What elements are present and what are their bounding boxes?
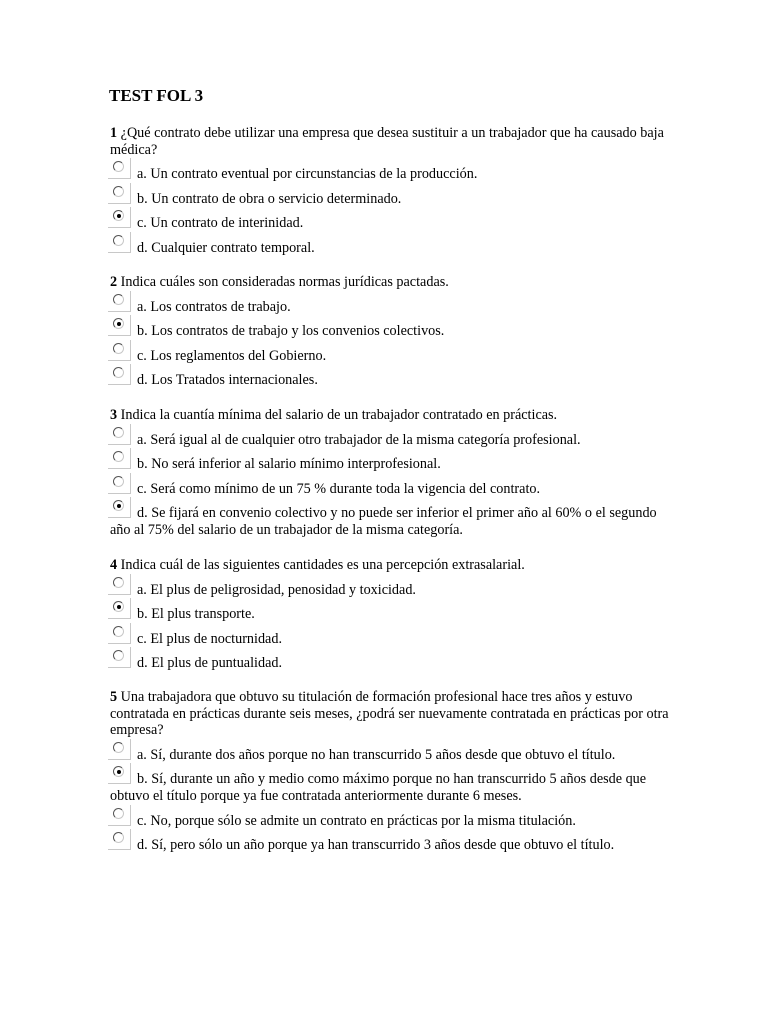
option-label: c. Un contrato de interinidad. [137,215,304,232]
question-number: 1 [110,125,118,141]
question-stem [110,407,670,424]
option-label: c. Será como mínimo de un 75 % durante toda la vigencia del contrato. [137,480,541,497]
question-number: 2 [110,274,118,290]
radio-cell[interactable] [108,158,131,179]
option-label: c. Los reglamentos del Gobierno. [137,347,327,364]
option-b[interactable] [110,606,670,623]
radio-button[interactable] [113,186,124,197]
radio-cell[interactable] [108,598,131,619]
question-1 [110,125,670,257]
question-stem [110,274,670,291]
question-text: Indica cuál de las siguientes cantidades es una percepción extrasalarial. [120,557,525,573]
radio-button[interactable] [113,577,124,588]
option-a[interactable] [110,299,670,316]
question-stem [110,689,670,739]
option-label: b. Sí, durante un año y medio como máximo porque no han transcurrido 5 años desde que obtuvo el título porque ya fue contratada anteriormente durante 6 meses. [110,771,647,804]
option-label: d. Sí, pero sólo un año porque ya han transcurrido 3 años desde que obtuvo el título. [137,837,615,854]
radio-button-selected[interactable] [113,500,124,511]
option-label: d. Los Tratados internacionales. [137,372,318,389]
option-c[interactable] [110,631,670,648]
option-label: c. No, porque sólo se admite un contrato en prácticas por la misma titulación. [137,812,576,829]
radio-cell[interactable] [108,340,131,361]
radio-button[interactable] [113,451,124,462]
radio-cell[interactable] [108,364,131,385]
option-b[interactable] [110,456,670,473]
question-text: Una trabajadora que obtuvo su titulación de formación profesional hace tres años y estuvo contratada en prácticas durante seis meses, ¿podrá ser nuevamente contratada en prácticas por otra empresa? [110,689,669,739]
radio-button[interactable] [113,742,124,753]
radio-cell[interactable] [108,448,131,469]
radio-button[interactable] [113,808,124,819]
question-2 [110,274,670,389]
option-c[interactable] [110,813,670,830]
question-text: Indica cuáles son consideradas normas jurídicas pactadas. [120,274,449,290]
radio-button[interactable] [113,476,124,487]
radio-button[interactable] [113,294,124,305]
page-title: TEST FOL 3 [109,86,204,105]
option-d[interactable] [110,655,670,672]
radio-cell[interactable] [108,473,131,494]
option-c[interactable] [110,348,670,365]
question-5 [110,689,670,854]
option-b[interactable] [110,191,670,208]
option-d[interactable] [110,372,670,389]
radio-cell[interactable] [108,232,131,253]
option-label: d. Se fijará en convenio colectivo y no puede ser inferior el primer año al 60% o el segundo año al 75% del salario de un trabajador de la misma categoría. [110,505,657,538]
radio-cell[interactable] [108,623,131,644]
option-label: d. Cualquier contrato temporal. [137,239,315,256]
radio-button-selected[interactable] [113,318,124,329]
question-number: 3 [110,407,118,423]
option-label: d. El plus de puntualidad. [137,655,283,672]
option-label: a. Sí, durante dos años porque no han transcurrido 5 años desde que obtuvo el título. [137,746,616,763]
option-label: b. No será inferior al salario mínimo interprofesional. [137,456,441,473]
option-d[interactable] [110,240,670,257]
option-a[interactable] [110,166,670,183]
option-label: b. Los contratos de trabajo y los convenios colectivos. [137,323,445,340]
radio-button[interactable] [113,161,124,172]
radio-button[interactable] [113,427,124,438]
question-text: Indica la cuantía mínima del salario de un trabajador contratado en prácticas. [120,407,558,423]
radio-cell[interactable] [108,574,131,595]
question-number: 4 [110,557,118,573]
radio-button-selected[interactable] [113,601,124,612]
radio-cell[interactable] [108,647,131,668]
option-label: a. El plus de peligrosidad, penosidad y toxicidad. [137,581,416,598]
option-label: b. Un contrato de obra o servicio determinado. [137,190,402,207]
radio-cell[interactable] [108,829,131,850]
radio-cell[interactable] [108,739,131,760]
option-b[interactable] [110,323,670,340]
option-a[interactable] [110,582,670,599]
question-stem [110,557,670,574]
radio-button-selected[interactable] [113,210,124,221]
question-stem [110,125,670,158]
radio-button[interactable] [113,343,124,354]
option-label: c. El plus de nocturnidad. [137,630,282,647]
option-label: a. Un contrato eventual por circunstancias de la producción. [137,166,478,183]
radio-cell[interactable] [108,763,131,784]
radio-cell[interactable] [108,424,131,445]
option-b[interactable] [110,771,670,804]
radio-button[interactable] [113,367,124,378]
radio-cell[interactable] [108,497,131,518]
radio-button[interactable] [113,235,124,246]
option-d[interactable] [110,505,670,538]
question-number: 5 [110,689,118,705]
radio-cell[interactable] [108,207,131,228]
option-label: a. Los contratos de trabajo. [137,298,291,315]
option-d[interactable] [110,837,670,854]
option-a[interactable] [110,432,670,449]
option-c[interactable] [110,215,670,232]
option-c[interactable] [110,481,670,498]
radio-button-selected[interactable] [113,766,124,777]
question-3 [110,407,670,539]
radio-cell[interactable] [108,183,131,204]
option-a[interactable] [110,747,670,764]
radio-cell[interactable] [108,315,131,336]
radio-button[interactable] [113,832,124,843]
question-4 [110,557,670,672]
radio-cell[interactable] [108,805,131,826]
radio-button[interactable] [113,650,124,661]
option-label: a. Será igual al de cualquier otro trabajador de la misma categoría profesional. [137,431,581,448]
radio-button[interactable] [113,626,124,637]
question-text: ¿Qué contrato debe utilizar una empresa que desea sustituir a un trabajador que ha causado baja médica? [110,125,664,158]
option-label: b. El plus transporte. [137,606,255,623]
radio-cell[interactable] [108,291,131,312]
